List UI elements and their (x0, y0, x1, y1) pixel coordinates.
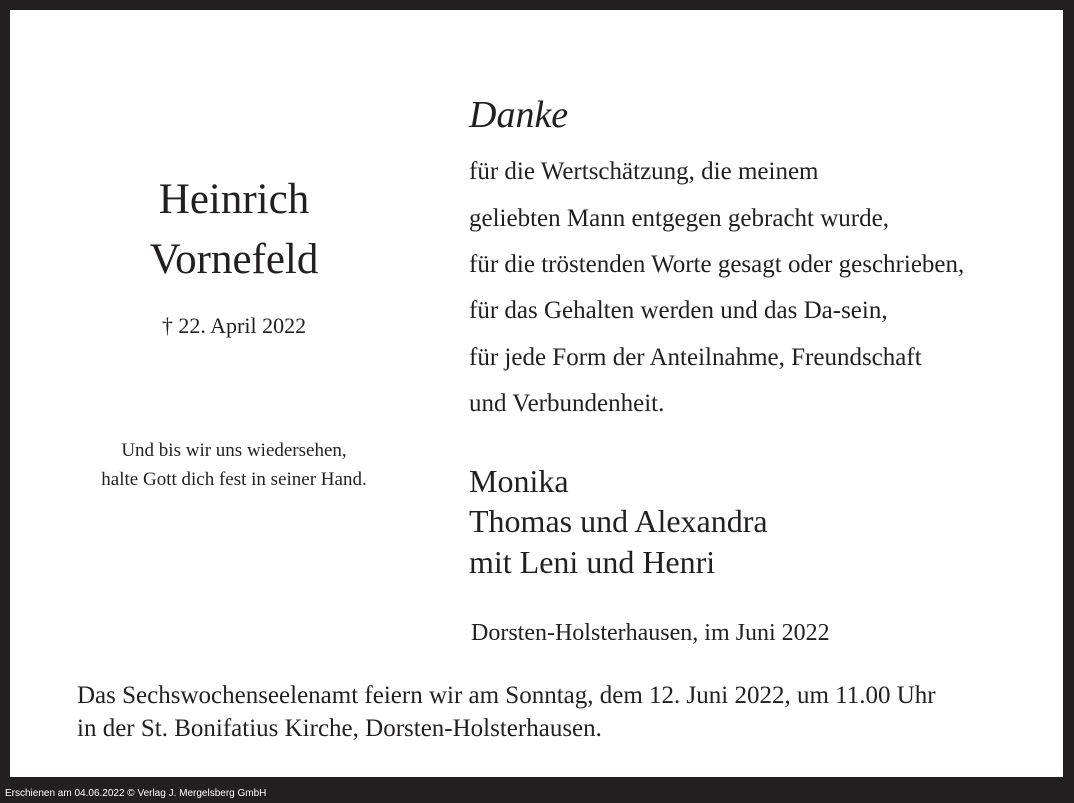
service-line: Das Sechswochenseelenamt feiern wir am Sonntag, dem 12. Juni 2022, um 11.00 Uhr (77, 682, 936, 709)
obituary-card (10, 10, 1063, 777)
thanks-line: geliebten Mann entgegen gebracht wurde, (469, 205, 889, 232)
verse-line: Und bis wir uns wiedersehen, (121, 440, 347, 461)
place-date: Dorsten-Holsterhausen, im Juni 2022 (471, 620, 830, 646)
deceased-first-name: Heinrich (158, 176, 310, 223)
thanks-line: für das Gehalten werden und das Da-sein, (469, 297, 888, 324)
death-date: † 22. April 2022 (161, 313, 307, 338)
thanks-line: für die tröstenden Worte gesagt oder geschrieben, (469, 251, 965, 278)
thanks-line: für die Wertschätzung, die meinem (469, 158, 819, 185)
service-line: in der St. Bonifatius Kirche, Dorsten-Holsterhausen. (77, 715, 602, 742)
publication-footer: Erschienen am 04.06.2022 © Verlag J. Mergelsberg GmbH (5, 788, 267, 799)
verse-line: halte Gott dich fest in seiner Hand. (101, 469, 367, 490)
thanks-line: für jede Form der Anteilnahme, Freundschaft (469, 344, 922, 371)
deceased-last-name: Vornefeld (149, 236, 319, 283)
thanks-heading: Danke (469, 94, 569, 136)
thanks-line: und Verbundenheit. (469, 390, 665, 417)
signatory-line: Monika (469, 463, 569, 499)
signatory-line: mit Leni und Henri (469, 544, 716, 580)
signatory-line: Thomas und Alexandra (469, 503, 768, 539)
